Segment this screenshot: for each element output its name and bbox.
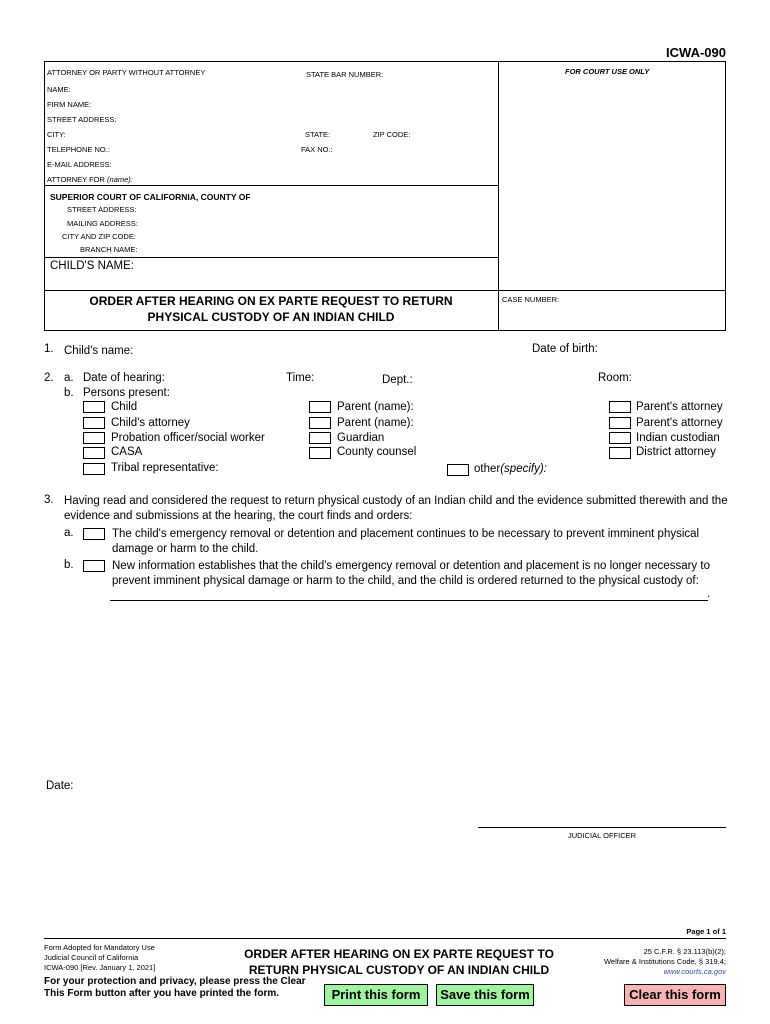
- adopted-info: [44, 943, 155, 973]
- court-title: SUPERIOR COURT OF CALIFORNIA, COUNTY OF: [50, 192, 251, 202]
- item2-b-label: b.: [64, 387, 74, 399]
- footer-rule: [44, 938, 726, 939]
- court-street-field[interactable]: STREET ADDRESS:: [67, 205, 137, 214]
- item3-a-line2: damage or harm to the child.: [112, 543, 259, 555]
- checkbox-parents-attorney-2[interactable]: [609, 417, 631, 429]
- case-number-field[interactable]: CASE NUMBER:: [502, 295, 560, 304]
- checkbox-3a[interactable]: [83, 528, 105, 540]
- label-child: Child: [111, 401, 138, 413]
- firm-field[interactable]: FIRM NAME:: [47, 100, 92, 109]
- label-probation-officer: Probation officer/social worker: [111, 432, 265, 444]
- court-divider: [44, 185, 498, 186]
- street-field[interactable]: STREET ADDRESS:: [47, 115, 117, 124]
- checkbox-district-attorney[interactable]: [609, 447, 631, 459]
- item3-b-line2: prevent imminent physical damage or harm to the child, and the child is ordered returned to the physical custody of:: [112, 575, 699, 587]
- court-branch-field[interactable]: BRANCH NAME:: [80, 245, 138, 254]
- checkbox-county-counsel[interactable]: [309, 447, 331, 459]
- citations: [604, 947, 726, 977]
- privacy-line1: For your protection and privacy, please press the Clear: [44, 976, 306, 987]
- judicial-officer-signature[interactable]: [478, 827, 726, 828]
- adopted-line1: Form Adopted for Mandatory Use: [44, 943, 155, 952]
- item3-period: .: [707, 588, 711, 600]
- city-field[interactable]: CITY:: [47, 130, 66, 139]
- item3-text-line2: evidence and submissions at the hearing, the court finds and orders:: [64, 510, 413, 522]
- label-tribal-rep: Tribal representative:: [111, 462, 219, 474]
- label-guardian: Guardian: [337, 432, 385, 444]
- label-parent-2: Parent (name):: [337, 417, 414, 429]
- checkbox-3b[interactable]: [83, 560, 105, 572]
- form-title: [44, 293, 498, 325]
- privacy-notice: [44, 976, 306, 1000]
- attorney-for-name: (name):: [107, 175, 133, 184]
- label-county-counsel: County counsel: [337, 446, 417, 458]
- checkbox-parent-1[interactable]: [309, 401, 331, 413]
- court-use-label: FOR COURT USE ONLY: [565, 67, 650, 76]
- item3-text: [64, 494, 734, 524]
- checkbox-guardian[interactable]: [309, 432, 331, 444]
- item3-b-text: [112, 559, 710, 589]
- print-button[interactable]: Print this form: [324, 984, 428, 1006]
- item1-childs-name-field[interactable]: Child's name:: [64, 345, 134, 357]
- state-bar-label[interactable]: STATE BAR NUMBER:: [306, 70, 384, 79]
- court-mailing-field[interactable]: MAILING ADDRESS:: [67, 219, 138, 228]
- page-number: Page 1 of 1: [686, 927, 726, 936]
- custody-of-input[interactable]: [110, 600, 708, 601]
- label-other: [474, 463, 547, 475]
- court-city-zip-field[interactable]: CITY AND ZIP CODE:: [62, 232, 136, 241]
- attorney-label: ATTORNEY OR PARTY WITHOUT ATTORNEY: [47, 68, 206, 77]
- form-id: ICWA-090: [666, 45, 726, 60]
- name-field[interactable]: NAME:: [47, 85, 71, 94]
- checkbox-child[interactable]: [83, 401, 105, 413]
- hearing-dept-field[interactable]: Dept.:: [382, 374, 413, 386]
- footer-title-line2: RETURN PHYSICAL CUSTODY OF AN INDIAN CHILD: [248, 963, 550, 977]
- item3-b-line1: New information establishes that the child's emergency removal or detention and placement is no longer necessary to: [112, 560, 710, 572]
- adopted-line2: Judicial Council of California: [44, 953, 139, 962]
- privacy-line2: This Form button after you have printed the form.: [44, 988, 280, 999]
- form-title-line2: PHYSICAL CUSTODY OF AN INDIAN CHILD: [147, 310, 395, 324]
- form-title-line1: ORDER AFTER HEARING ON EX PARTE REQUEST TO RETURN: [89, 294, 453, 308]
- judicial-officer-label: JUDICIAL OFFICER: [567, 831, 637, 840]
- checkbox-childs-attorney[interactable]: [83, 417, 105, 429]
- email-field[interactable]: E-MAIL ADDRESS:: [47, 160, 112, 169]
- other-specify: (specify):: [500, 463, 547, 475]
- date-field[interactable]: Date:: [46, 780, 74, 792]
- item1-dob-field[interactable]: Date of birth:: [532, 343, 598, 355]
- label-childs-attorney: Child's attorney: [111, 417, 190, 429]
- adopted-line3: ICWA-090 [Rev. January 1, 2021]: [44, 963, 156, 972]
- checkbox-other[interactable]: [447, 464, 469, 476]
- persons-present-label: Persons present:: [83, 387, 170, 399]
- item3-a-text: [112, 527, 699, 557]
- item3-a-line1: The child's emergency removal or detention and placement continues to be necessary to prevent imminent physical: [112, 528, 700, 540]
- telephone-field[interactable]: TELEPHONE NO.:: [47, 145, 110, 154]
- child-name-divider: [44, 257, 498, 258]
- checkbox-probation-officer[interactable]: [83, 432, 105, 444]
- courts-link[interactable]: www.courts.ca.gov: [663, 967, 726, 976]
- clear-button[interactable]: Clear this form: [624, 984, 726, 1006]
- checkbox-parent-2[interactable]: [309, 417, 331, 429]
- item3-b-label: b.: [64, 559, 74, 571]
- fax-field[interactable]: FAX NO.:: [301, 145, 333, 154]
- item3-number: 3.: [44, 494, 54, 506]
- hearing-room-field[interactable]: Room:: [598, 372, 632, 384]
- hearing-date-field[interactable]: Date of hearing:: [83, 372, 165, 384]
- footer-title: [226, 946, 572, 978]
- item2-number: 2.: [44, 372, 54, 384]
- attorney-for-label: ATTORNEY FOR: [47, 175, 105, 184]
- attorney-for-field[interactable]: [47, 175, 133, 184]
- state-field[interactable]: STATE:: [305, 130, 331, 139]
- item2-a-label: a.: [64, 372, 74, 384]
- item3-a-label: a.: [64, 527, 74, 539]
- label-parents-attorney-1: Parent's attorney: [636, 401, 723, 413]
- label-indian-custodian: Indian custodian: [636, 432, 720, 444]
- label-district-attorney: District attorney: [636, 446, 716, 458]
- label-parents-attorney-2: Parent's attorney: [636, 417, 723, 429]
- checkbox-tribal-rep[interactable]: [83, 463, 105, 475]
- cite-line1: 25 C.F.R. § 23.113(b)(2);: [643, 947, 726, 956]
- zip-field[interactable]: ZIP CODE:: [373, 130, 411, 139]
- cite-line2: Welfare & Institutions Code, § 319.4;: [603, 957, 726, 966]
- label-parent-1: Parent (name):: [337, 401, 414, 413]
- footer-title-line1: ORDER AFTER HEARING ON EX PARTE REQUEST TO: [244, 947, 554, 961]
- other-word: other: [474, 463, 501, 475]
- checkbox-indian-custodian[interactable]: [609, 432, 631, 444]
- childs-name-field[interactable]: CHILD'S NAME:: [50, 260, 134, 272]
- checkbox-parents-attorney-1[interactable]: [609, 401, 631, 413]
- title-divider: [44, 290, 726, 291]
- checkbox-casa[interactable]: [83, 447, 105, 459]
- item1-number: 1.: [44, 343, 54, 355]
- hearing-time-field[interactable]: Time:: [286, 372, 315, 384]
- save-button[interactable]: Save this form: [436, 984, 534, 1006]
- item3-text-line1: Having read and considered the request to return physical custody of an Indian child and the evidence submitted therewith and the: [64, 495, 728, 507]
- label-casa: CASA: [111, 446, 143, 458]
